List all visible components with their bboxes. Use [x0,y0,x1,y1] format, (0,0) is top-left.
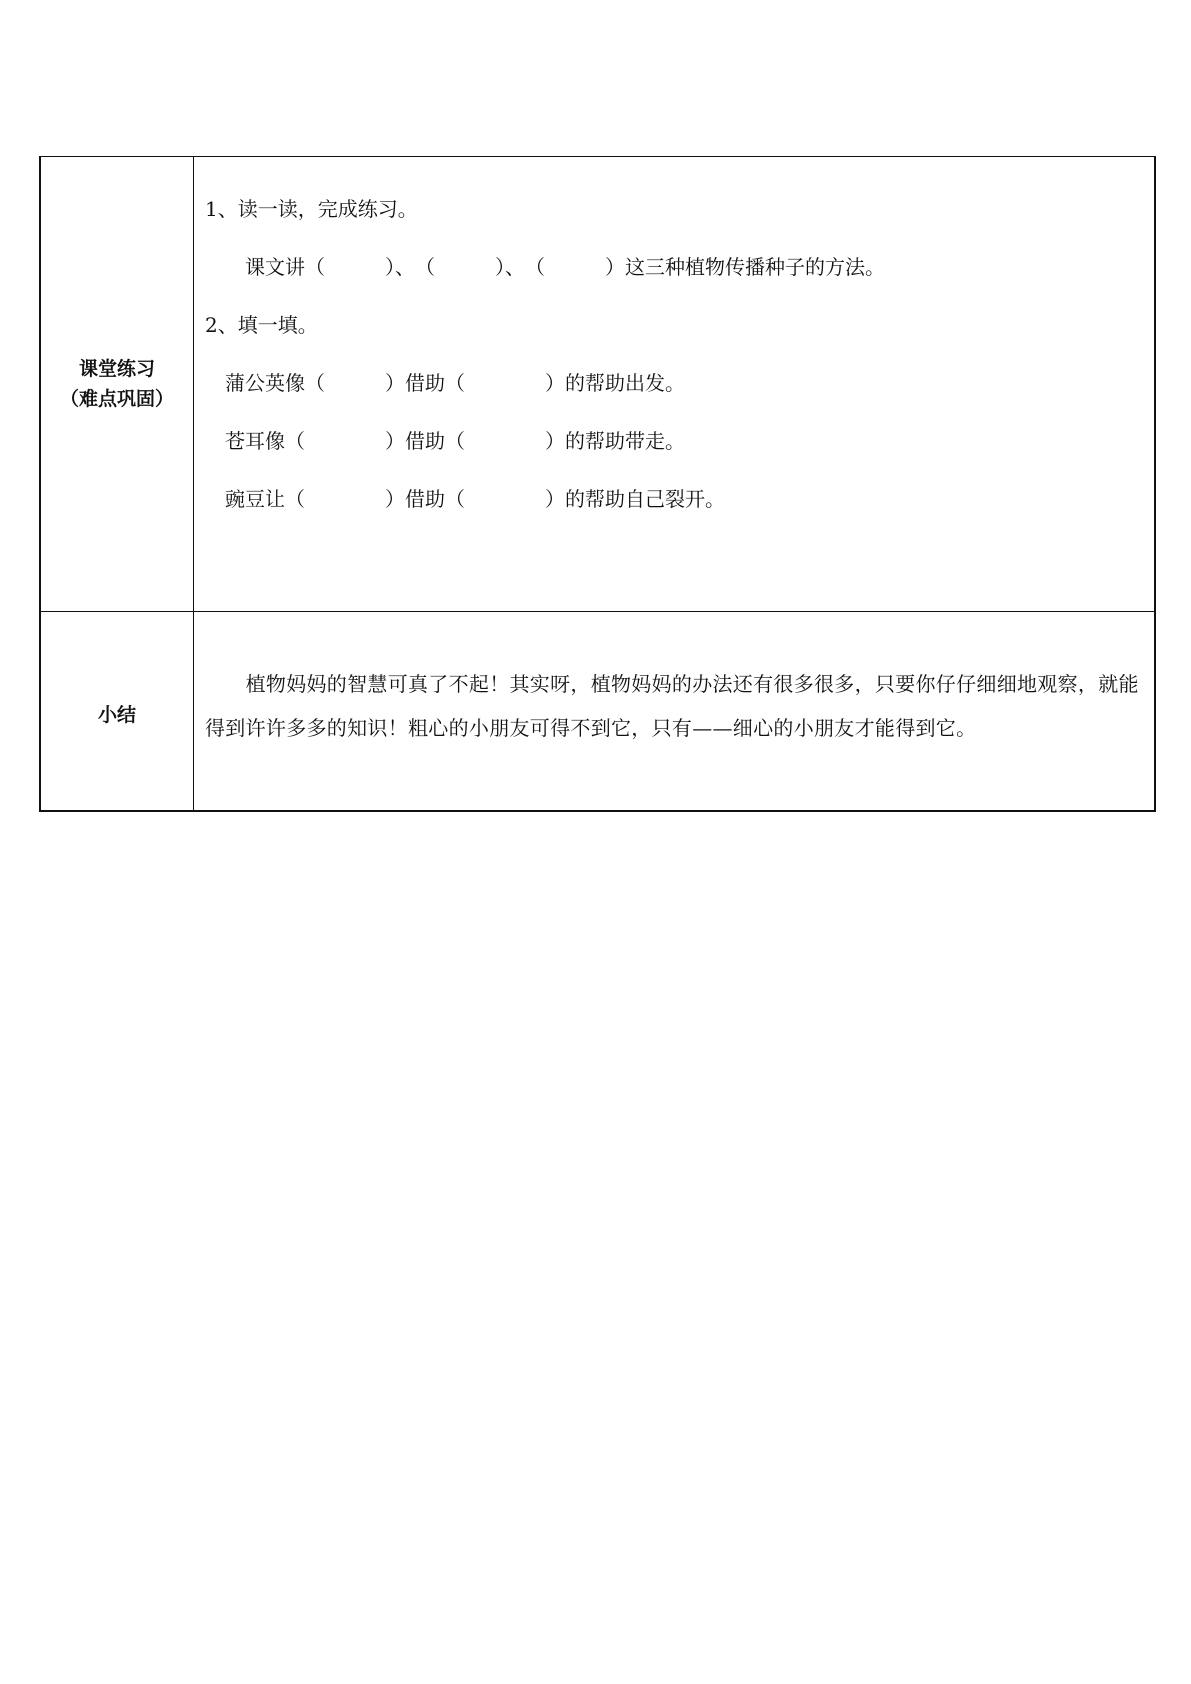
lesson-table [40,156,1155,811]
exercise-1-title: 1、读一读，完成练习。 [205,197,418,221]
fill-line-cocklebur: 苍耳像（ ）借助（ ）的帮助带走。 [225,429,685,453]
practice-label [41,354,193,414]
fill-line-dandelion: 蒲公英像（ ）借助（ ）的帮助出发。 [225,371,685,395]
fill-line-pea: 豌豆让（ ）借助（ ）的帮助自己裂开。 [225,487,725,511]
practice-label-line2: （难点巩固） [59,388,174,410]
summary-paragraph: 植物妈妈的智慧可真了不起！其实呀，植物妈妈的办法还有很多很多，只要你仔仔细细地观察，就能得到许许多多的知识！粗心的小朋友可得不到它，只有——细心的小朋友才能得到它。 [205,672,1139,740]
column-divider [193,157,194,810]
exercise-1-text: 课文讲（ ）、 （ ）、 （ ）这三种植物传播种子的方法。 [245,255,885,279]
summary-label: 小结 [97,704,136,726]
row-divider [41,611,1154,612]
bottom-border [39,810,1156,812]
exercise-2-title: 2、填一填。 [205,313,318,337]
practice-label-line1: 课堂练习 [78,358,155,380]
